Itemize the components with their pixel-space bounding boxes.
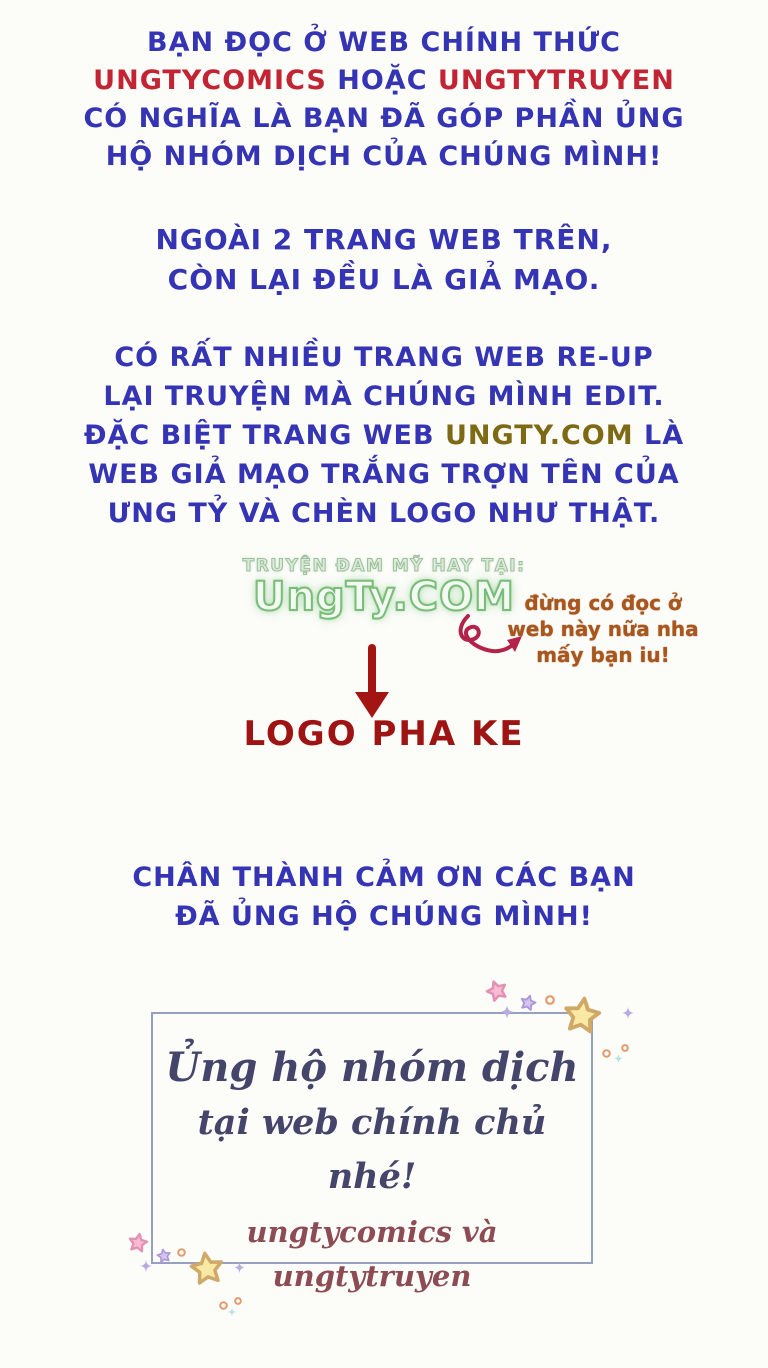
orange-ring-icon — [620, 1043, 630, 1053]
reup-line-5: ƯNG TỶ VÀ CHÈN LOGO NHƯ THẬT. — [107, 498, 661, 529]
side-note-line-1: đừng có đọc ở — [524, 591, 682, 615]
side-note-line-3: mấy bạn iu! — [536, 643, 670, 667]
reup-warning — [0, 338, 768, 533]
fake-logo-wordmark: UngTy.COM — [253, 574, 515, 620]
fake-warning-line-2: CÒN LẠI ĐỀU LÀ GIẢ MẠO. — [167, 263, 601, 296]
pink-star-icon — [127, 1232, 149, 1254]
reup-line-4: WEB GIẢ MẠO TRẮNG TRỢN TÊN CỦA — [88, 459, 680, 490]
side-note — [505, 590, 701, 668]
fake-warning-line-1: NGOÀI 2 TRANG WEB TRÊN, — [155, 223, 613, 256]
purple-star-icon — [519, 994, 537, 1012]
site-name-ungty-com: UNGTY.COM — [444, 420, 634, 451]
fake-warning — [0, 220, 768, 300]
intro-line-1: BẠN ĐỌC Ở WEB CHÍNH THỨC — [147, 27, 621, 58]
purple-sparkle-icon — [139, 1259, 153, 1273]
fake-logo-caption: LOGO PHA KE — [243, 714, 525, 754]
support-box-line-2: tại web chính chủ nhé! — [197, 1102, 547, 1197]
reup-line-1: CÓ RẤT NHIỀU TRANG WEB RE-UP — [114, 342, 654, 373]
purple-sparkle-icon — [233, 1261, 246, 1274]
support-box-sites: ungtycomics và ungtytruyen — [246, 1215, 498, 1293]
side-note-line-2: web này nữa nha — [507, 617, 699, 641]
cyan-sparkle-icon — [613, 1053, 624, 1064]
orange-ring-icon — [601, 1048, 612, 1059]
down-arrow-icon — [350, 644, 394, 720]
thanks-line-1: CHÂN THÀNH CẢM ƠN CÁC BẠN — [132, 862, 636, 893]
support-box-line-1: Ủng hộ nhóm dịch — [165, 1044, 579, 1091]
yellow-star-icon — [188, 1250, 226, 1288]
support-box — [151, 1012, 593, 1293]
yellow-star-icon — [561, 995, 603, 1037]
orange-ring-icon — [544, 994, 556, 1006]
fake-logo-tagline: TRUYỆN ĐAM MỸ HAY TẠI: — [242, 556, 526, 576]
intro-line-2-mid: HOẶC — [326, 65, 438, 96]
cyan-sparkle-icon — [227, 1307, 237, 1317]
site-name-ungtycomics: UNGTYCOMICS — [93, 65, 327, 96]
thanks-line-2: ĐÃ ỦNG HỘ CHÚNG MÌNH! — [175, 901, 593, 932]
site-name-ungtytruyen: UNGTYTRUYEN — [437, 65, 675, 96]
purple-sparkle-icon — [621, 1006, 635, 1020]
intro-line-2 — [0, 62, 768, 100]
intro-line-4: HỘ NHÓM DỊCH CỦA CHÚNG MÌNH! — [105, 141, 663, 172]
intro-line-3: CÓ NGHĨA LÀ BẠN ĐÃ GÓP PHẦN ỦNG — [83, 103, 685, 134]
thanks-notice — [0, 858, 768, 936]
orange-ring-icon — [233, 1296, 243, 1306]
purple-sparkle-icon — [499, 1004, 515, 1020]
reup-line-3: ĐẶC BIỆT TRANG WEB UNGTY.COM LÀ — [83, 420, 685, 451]
pink-star-icon — [485, 979, 509, 1003]
intro-notice — [0, 24, 768, 176]
purple-star-icon — [156, 1248, 172, 1264]
reup-line-2: LẠI TRUYỆN MÀ CHÚNG MÌNH EDIT. — [103, 381, 665, 412]
